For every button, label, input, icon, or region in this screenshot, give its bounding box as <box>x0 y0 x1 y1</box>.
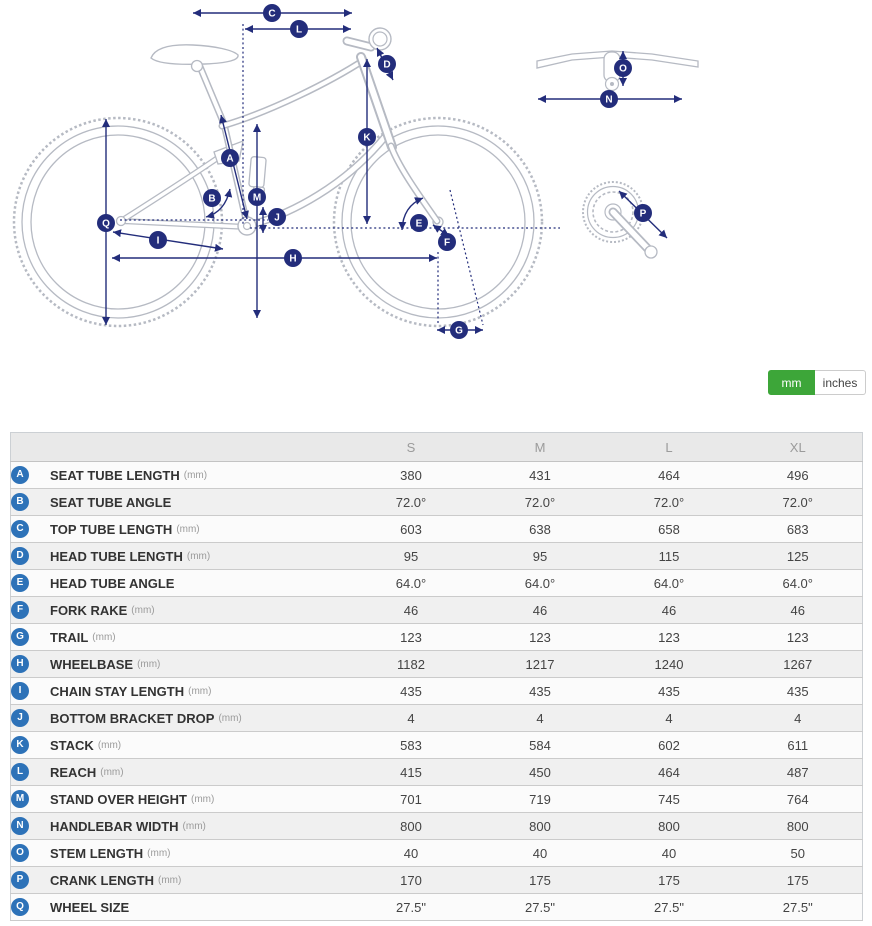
spec-value: 4 <box>407 710 415 726</box>
row-letter-badge: O <box>11 844 29 862</box>
diagram-label-g <box>450 321 468 339</box>
row-letter-badge: A <box>11 466 29 484</box>
spec-name: HANDLEBAR WIDTH <box>50 818 179 834</box>
spec-value: 435 <box>529 683 551 699</box>
geometry-table <box>10 432 863 921</box>
spec-value: 50 <box>790 845 805 861</box>
spec-value: 46 <box>661 602 677 618</box>
spec-value: 583 <box>400 737 422 753</box>
spec-label-cell <box>11 840 347 867</box>
diagram-label-f <box>438 233 456 251</box>
spec-value: 496 <box>786 467 809 483</box>
table-row <box>11 489 863 516</box>
diagram-label-c <box>263 4 281 22</box>
spec-name: TOP TUBE LENGTH <box>50 521 173 537</box>
row-letter-badge: H <box>11 655 29 673</box>
spec-value: 745 <box>658 791 680 807</box>
svg-text:M: M <box>252 192 262 204</box>
svg-text:I: I <box>156 235 160 247</box>
spec-name: BOTTOM BRACKET DROP <box>50 710 215 726</box>
table-row <box>11 462 863 489</box>
spec-value: 27.5" <box>654 899 684 915</box>
spec-value: 40 <box>661 845 677 861</box>
spec-name: CHAIN STAY LENGTH <box>50 683 185 699</box>
spec-value: 123 <box>400 629 422 645</box>
spec-value: 72.0° <box>524 494 556 510</box>
row-letter-badge: M <box>11 790 29 808</box>
svg-text:G: G <box>455 325 463 337</box>
spec-value: 487 <box>786 764 809 780</box>
size-header-row <box>11 433 863 462</box>
svg-text:N: N <box>605 94 613 106</box>
row-letter-badge: C <box>11 520 29 538</box>
spec-unit: (mm) <box>158 874 182 886</box>
spec-value: 72.0° <box>782 494 813 510</box>
spec-value: 435 <box>400 683 422 699</box>
spec-unit: (mm) <box>186 550 211 562</box>
diagram-label-k <box>358 128 376 146</box>
spec-label-cell <box>11 624 347 651</box>
spec-value: 800 <box>658 818 680 834</box>
spec-unit: (mm) <box>137 658 161 670</box>
spec-unit: (mm) <box>191 793 215 805</box>
spec-value: 1217 <box>525 656 555 672</box>
spec-value: 800 <box>786 818 809 834</box>
spec-unit: (mm) <box>147 847 171 859</box>
diagram-label-e <box>410 214 428 232</box>
spec-value: 431 <box>529 467 551 483</box>
spec-value: 64.0° <box>395 575 427 591</box>
diagram-label-b <box>203 189 221 207</box>
spec-value: 4 <box>536 710 544 726</box>
unit-toggle <box>768 370 866 395</box>
spec-value: 95 <box>403 548 419 564</box>
spec-value: 46 <box>532 602 548 618</box>
size-header-xl: XL <box>734 433 863 462</box>
spec-name: REACH <box>50 764 97 780</box>
row-letter-badge: F <box>11 601 29 619</box>
spec-label-cell <box>11 543 347 570</box>
spec-value: 4 <box>794 710 802 726</box>
size-header-l: L <box>605 433 734 462</box>
row-letter-badge: D <box>11 547 29 565</box>
spec-value: 170 <box>400 872 422 888</box>
spec-value: 1240 <box>654 656 684 672</box>
spec-value: 380 <box>400 467 422 483</box>
spec-name: HEAD TUBE ANGLE <box>50 575 175 591</box>
diagram-label-i <box>149 231 167 249</box>
svg-text:A: A <box>226 153 234 165</box>
diagram-label-m <box>248 188 266 206</box>
table-row <box>11 813 863 840</box>
svg-text:K: K <box>363 132 371 144</box>
spec-value: 175 <box>529 872 551 888</box>
spec-label-cell <box>11 651 347 678</box>
diagram-label-d <box>378 55 396 73</box>
svg-text:Q: Q <box>102 218 110 230</box>
spec-name: STEM LENGTH <box>50 845 144 861</box>
spec-value: 435 <box>658 683 680 699</box>
spec-label-cell <box>11 516 347 543</box>
spec-value: 72.0° <box>653 494 685 510</box>
spec-value: 701 <box>400 791 422 807</box>
spec-value: 800 <box>529 818 551 834</box>
table-row <box>11 759 863 786</box>
table-row <box>11 840 863 867</box>
spec-name: HEAD TUBE LENGTH <box>50 548 183 564</box>
diagram-label-n <box>600 90 618 108</box>
spec-value: 64.0° <box>782 575 813 591</box>
size-header-m: M <box>476 433 605 462</box>
spec-name: TRAIL <box>50 629 89 645</box>
mm-toggle-button[interactable]: mm <box>768 370 815 395</box>
spec-value: 175 <box>786 872 809 888</box>
table-row <box>11 705 863 732</box>
table-row <box>11 624 863 651</box>
spec-name: WHEEL SIZE <box>50 899 130 915</box>
spec-value: 27.5" <box>525 899 555 915</box>
spec-value: 27.5" <box>396 899 426 915</box>
empty-header-cell <box>11 433 347 462</box>
row-letter-badge: L <box>11 763 29 781</box>
spec-value: 464 <box>658 764 680 780</box>
table-row <box>11 543 863 570</box>
table-row <box>11 732 863 759</box>
svg-text:B: B <box>208 193 216 205</box>
spec-name: WHEELBASE <box>50 656 134 672</box>
spec-value: 46 <box>403 602 419 618</box>
svg-text:E: E <box>415 218 423 230</box>
svg-text:P: P <box>639 208 647 220</box>
inches-toggle-button[interactable]: inches <box>815 370 866 395</box>
spec-value: 658 <box>658 521 680 537</box>
spec-label-cell <box>11 570 347 597</box>
spec-unit: (mm) <box>97 739 122 751</box>
table-row <box>11 570 863 597</box>
row-letter-badge: I <box>11 682 29 700</box>
diagram-label-q <box>97 214 115 232</box>
spec-value: 40 <box>403 845 419 861</box>
table-row <box>11 867 863 894</box>
spec-unit: (mm) <box>131 604 155 616</box>
spec-unit: (mm) <box>188 685 212 697</box>
spec-value: 719 <box>529 791 551 807</box>
spec-value: 764 <box>786 791 809 807</box>
spec-value: 125 <box>786 548 809 564</box>
spec-name: SEAT TUBE ANGLE <box>50 494 172 510</box>
spec-label-cell <box>11 489 347 516</box>
table-row <box>11 597 863 624</box>
spec-label-cell <box>11 705 347 732</box>
spec-value: 95 <box>532 548 548 564</box>
spec-name: FORK RAKE <box>50 602 128 618</box>
svg-text:H: H <box>289 253 297 265</box>
svg-text:O: O <box>619 63 627 75</box>
spec-unit: (mm) <box>183 469 208 481</box>
spec-unit: (mm) <box>182 820 206 832</box>
spec-unit: (mm) <box>176 523 200 535</box>
spec-value: 415 <box>400 764 422 780</box>
row-letter-badge: K <box>11 736 29 754</box>
table-row <box>11 651 863 678</box>
spec-label-cell <box>11 867 347 894</box>
svg-text:J: J <box>274 212 280 224</box>
row-letter-badge: N <box>11 817 29 835</box>
diagram-label-o <box>614 59 632 77</box>
table-row <box>11 894 863 921</box>
svg-text:C: C <box>268 8 276 20</box>
spec-value: 450 <box>529 764 551 780</box>
spec-value: 4 <box>665 710 673 726</box>
svg-text:L: L <box>295 24 303 36</box>
spec-value: 584 <box>529 737 551 753</box>
spec-value: 1182 <box>397 656 425 672</box>
spec-value: 611 <box>787 737 809 753</box>
spec-label-cell <box>11 678 347 705</box>
spec-value: 464 <box>658 467 680 483</box>
spec-value: 123 <box>529 629 551 645</box>
spec-value: 72.0° <box>395 494 427 510</box>
spec-label-cell <box>11 759 347 786</box>
spec-value: 64.0° <box>524 575 556 591</box>
spec-label-cell <box>11 732 347 759</box>
spec-name: STACK <box>50 737 94 753</box>
diagram-label-l <box>290 20 308 38</box>
row-letter-badge: J <box>11 709 29 727</box>
diagram-label-h <box>284 249 302 267</box>
svg-text:F: F <box>443 237 451 249</box>
diagram-label-a <box>221 149 239 167</box>
row-letter-badge: E <box>11 574 29 592</box>
table-row <box>11 678 863 705</box>
spec-label-cell <box>11 894 347 921</box>
spec-name: SEAT TUBE LENGTH <box>50 467 180 483</box>
spec-label-cell <box>11 462 347 489</box>
spec-label-cell <box>11 597 347 624</box>
spec-value: 123 <box>786 629 809 645</box>
spec-value: 115 <box>658 548 680 564</box>
spec-value: 800 <box>400 818 422 834</box>
row-letter-badge: P <box>11 871 29 889</box>
spec-value: 602 <box>658 737 680 753</box>
spec-value: 683 <box>786 521 809 537</box>
spec-value: 638 <box>529 521 551 537</box>
row-letter-badge: G <box>11 628 29 646</box>
bike-geometry-diagram <box>0 0 872 362</box>
spec-name: STAND OVER HEIGHT <box>50 791 187 807</box>
spec-label-cell <box>11 813 347 840</box>
spec-value: 603 <box>400 521 422 537</box>
spec-value: 27.5" <box>782 899 813 915</box>
spec-value: 64.0° <box>653 575 685 591</box>
table-row <box>11 786 863 813</box>
spec-label-cell <box>11 786 347 813</box>
table-row <box>11 516 863 543</box>
spec-value: 1267 <box>783 656 813 672</box>
size-header-s: S <box>347 433 476 462</box>
spec-unit: (mm) <box>100 766 124 778</box>
spec-unit: (mm) <box>218 712 242 724</box>
row-letter-badge: Q <box>11 898 29 916</box>
diagram-label-j <box>268 208 286 226</box>
spec-name: CRANK LENGTH <box>50 872 154 888</box>
spec-value: 46 <box>790 602 805 618</box>
spec-value: 123 <box>658 629 680 645</box>
spec-unit: (mm) <box>92 631 116 643</box>
spec-value: 175 <box>658 872 680 888</box>
diagram-label-p <box>634 204 652 222</box>
spec-value: 40 <box>532 845 548 861</box>
svg-text:D: D <box>383 59 391 71</box>
spec-value: 435 <box>786 683 809 699</box>
row-letter-badge: B <box>11 493 29 511</box>
